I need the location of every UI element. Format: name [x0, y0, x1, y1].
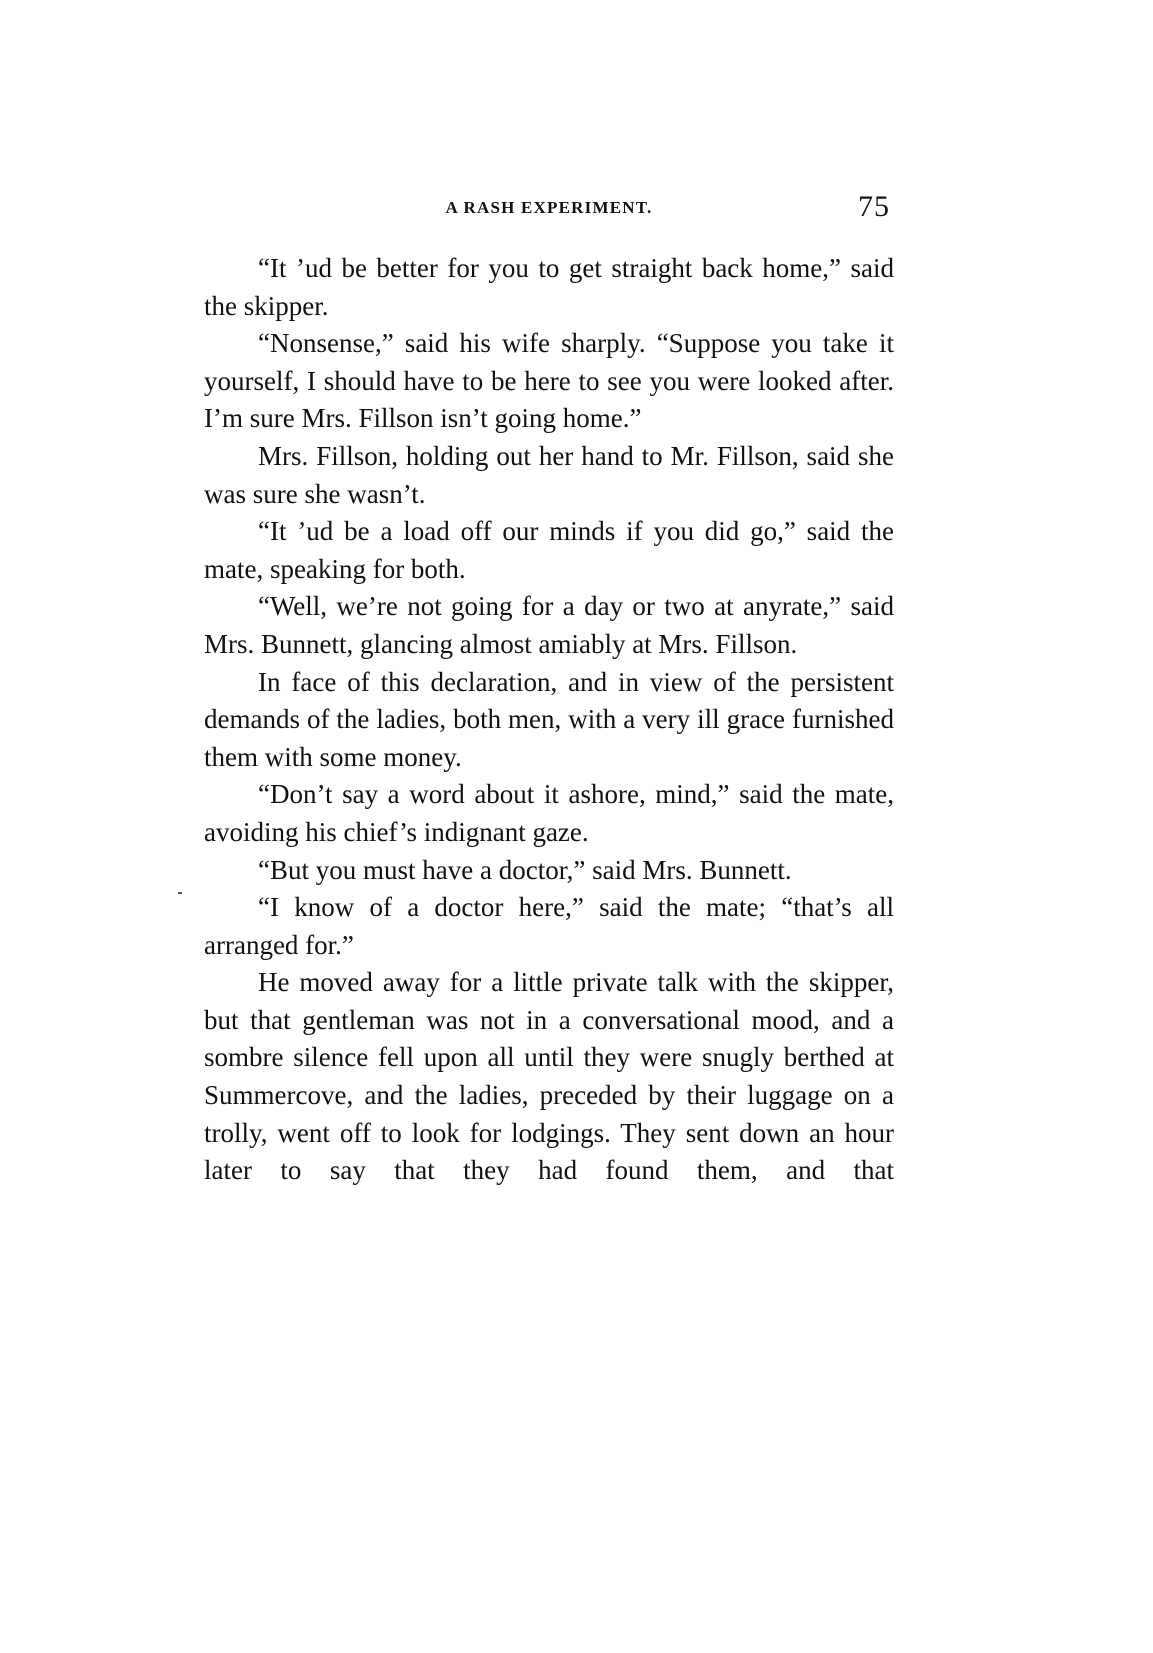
paragraph: “But you must have a doctor,” said Mrs. Bunnett.	[258, 854, 792, 885]
margin-mark	[178, 892, 182, 894]
running-title: A RASH EXPERIMENT.	[445, 198, 653, 217]
body-text	[204, 250, 894, 1190]
paragraph: He moved away for a little private talk with the skipper, but that gentleman was not in a conversational mood, and a sombre silence fell upon all until they were snugly berthed at Summercove, and the ladies, preceded by their luggage on a trolly, went off to look for lodgings. They sent down an hour later to say that they had found them, and that	[204, 967, 894, 1186]
paragraph: “Nonsense,” said his wife sharply. “Suppose you take it yourself, I should have to be here to see you were looked after. I’m sure Mrs. Fillson isn’t going home.”	[204, 328, 894, 434]
paragraph: Mrs. Fillson, holding out her hand to Mr. Fillson, said she was sure she wasn’t.	[204, 440, 894, 509]
paragraph: “Don’t say a word about it ashore, mind,” said the mate, avoiding his chief’s indignant gaze.	[204, 779, 894, 847]
running-head	[204, 190, 894, 230]
paragraph: “Well, we’re not going for a day or two at anyrate,” said Mrs. Bunnett, glancing almost amiably at Mrs. Fillson.	[204, 591, 894, 659]
paragraph: “I know of a doctor here,” said the mate; “that’s all arranged for.”	[204, 892, 894, 960]
paragraph: “It ’ud be a load off our minds if you did go,” said the mate, speaking for both.	[204, 516, 894, 584]
paragraph: “It ’ud be better for you to get straight back home,” said the skipper.	[204, 253, 894, 321]
paragraph: In face of this declaration, and in view of the persistent demands of the ladies, both men, with a very ill grace furnished them with some money.	[204, 666, 894, 772]
page-number: 75	[858, 190, 890, 223]
